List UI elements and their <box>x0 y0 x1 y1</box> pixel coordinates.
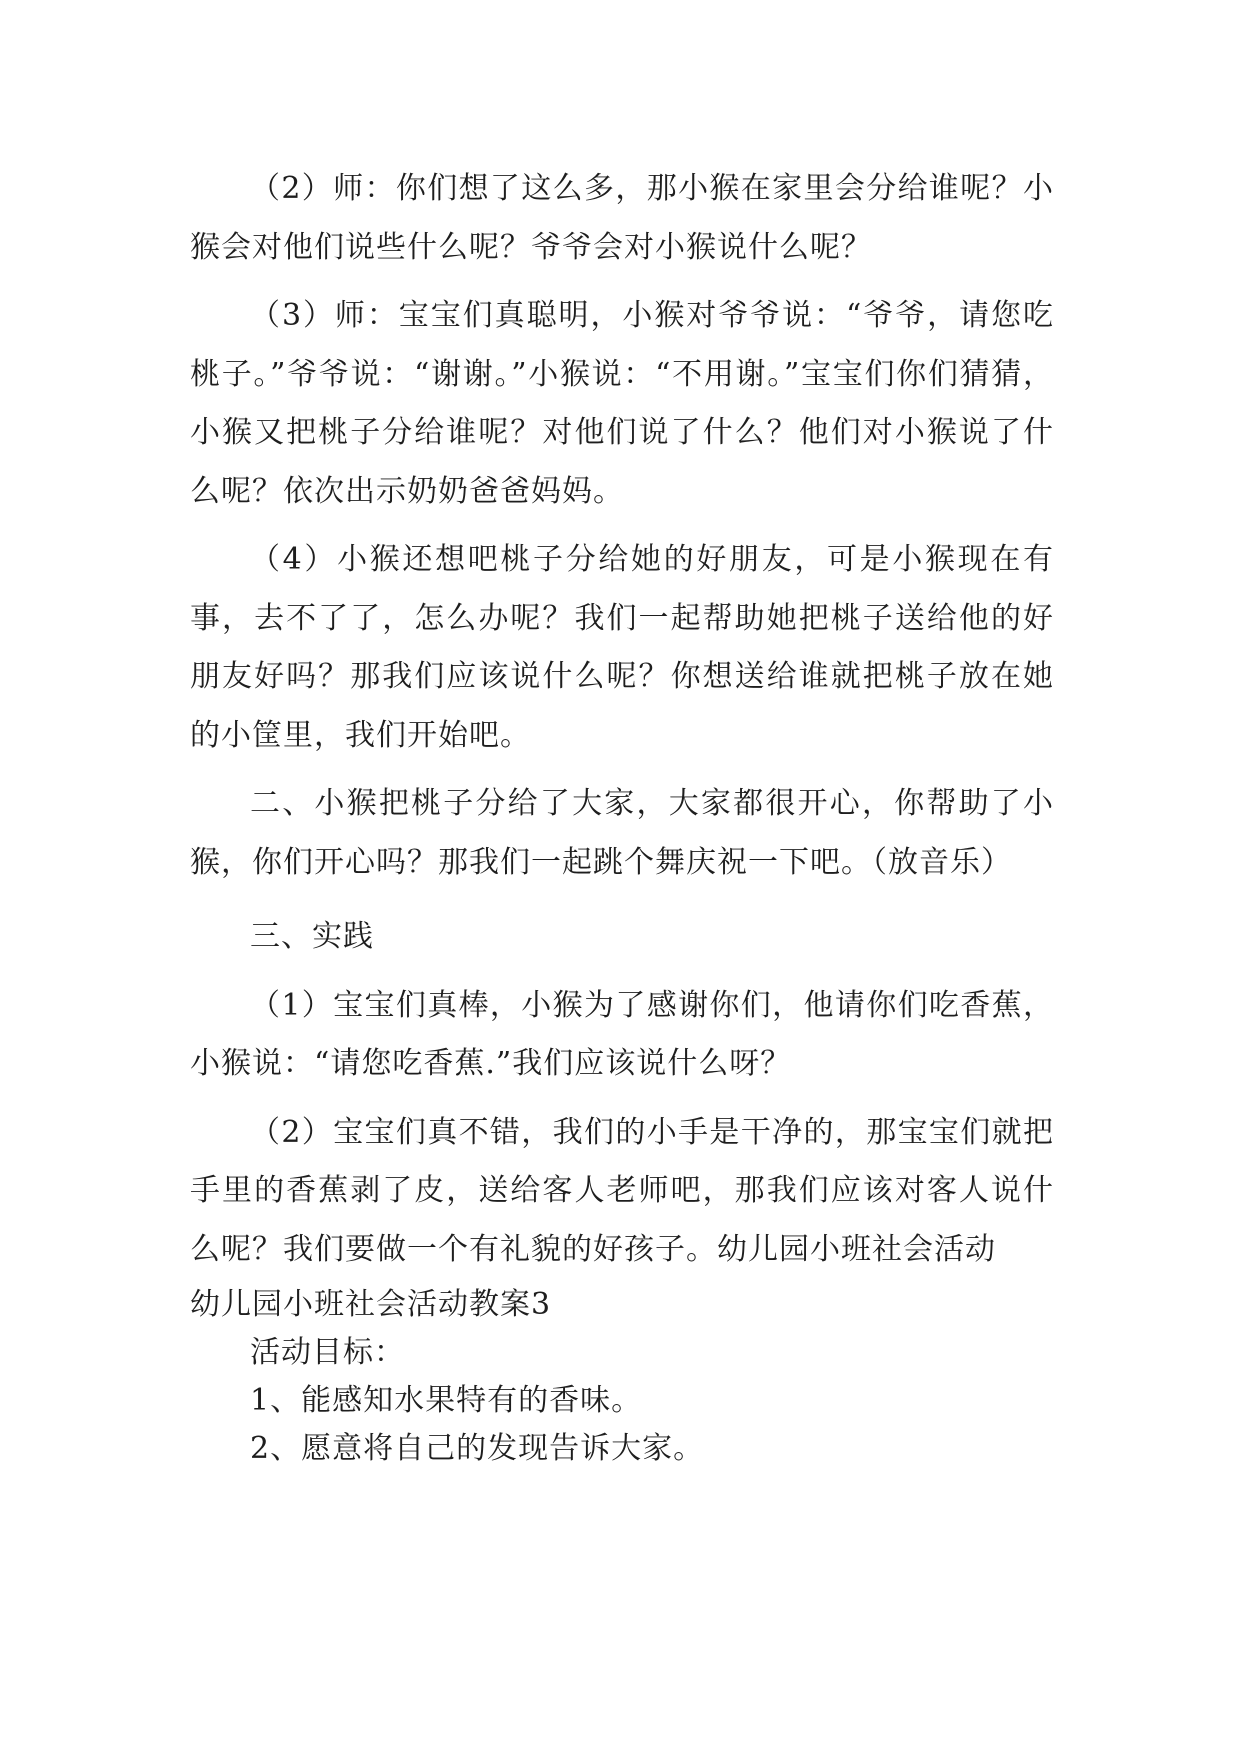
paragraph: （2）师：你们想了这么多，那小猴在家里会分给谁呢？小猴会对他们说些什么呢？爷爷会对小猴说什么呢？ <box>190 171 1054 265</box>
paragraph: （1）宝宝们真棒，小猴为了感谢你们，他请你们吃香蕉，小猴说：“请您吃香蕉.”我们应该说什么呀？ <box>190 987 1054 1081</box>
document-body <box>190 160 1054 1471</box>
paragraph: （3）师：宝宝们真聪明，小猴对爷爷说：“爷爷，请您吃桃子。”爷爷说：“谢谢。”小猴说：“不用谢。”宝宝们你们猜猜，小猴又把桃子分给谁呢？对他们说了什么？他们对小猴说了什么呢？依次出示奶奶爸爸妈妈。 <box>190 298 1054 509</box>
goal-item: 1、能感知水果特有的香味。 <box>250 1383 643 1418</box>
goals-heading: 活动目标： <box>250 1335 405 1370</box>
paragraph: （4）小猴还想吧桃子分给她的好朋友，可是小猴现在有事，去不了了，怎么办呢？我们一起帮助她把桃子送给他的好朋友好吗？那我们应该说什么呢？你想送给谁就把桃子放在她的小筐里，我们开始吧。 <box>190 542 1054 753</box>
section-heading: 三、实践 <box>250 919 374 954</box>
paragraph: （2）宝宝们真不错，我们的小手是干净的，那宝宝们就把手里的香蕉剥了皮，送给客人老师吧，那我们应该对客人说什么呢？我们要做一个有礼貌的好孩子。幼儿园小班社会活动 <box>190 1114 1054 1267</box>
goal-item: 2、愿意将自己的发现告诉大家。 <box>250 1431 705 1466</box>
section-title: 幼儿园小班社会活动教案3 <box>190 1287 552 1322</box>
paragraph: 二、小猴把桃子分给了大家，大家都很开心，你帮助了小猴，你们开心吗？那我们一起跳个舞庆祝一下吧。（放音乐） <box>190 786 1054 880</box>
